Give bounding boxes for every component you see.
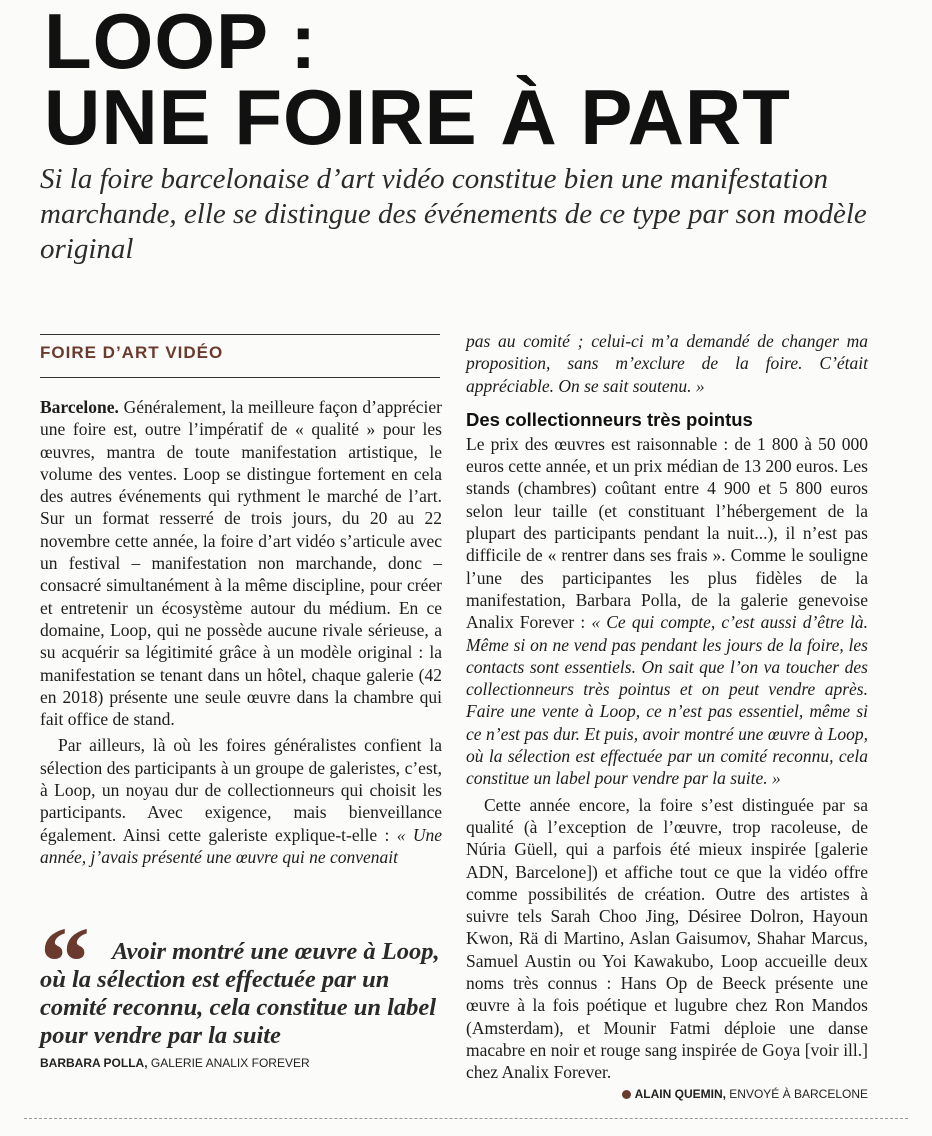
paragraph-1-text: Généralement, la meilleure façon d’apprécier une foire est, outre l’impératif de « qualité » pour les œuvres, mantra de toute manifestation artistique, le volume des ventes. Loop se distingue fortement en cela des autres événements qui rythment le marché de l’art. Sur un format resserré de trois jours, du 20 au 22 novembre cette année, la foire d’art vidéo s’articule avec un festival – manifestation non marchande, donc – consacré simultanément à la même discipline, pour créer et entretenir un écosystème autour du médium. En ce domaine, Loop, qui ne possède aucune rivale sérieuse, a su acquérir sa légitimité grâce à un modèle original : la manifestation se tenant dans un hôtel, chaque galerie (42 en 2018) présente une seule œuvre dans la chambre qui fait office de stand. bbox=[40, 397, 442, 730]
pull-quote-text: Avoir montré une œuvre à Loop, où la sélection est effectuée par un comité reconnu, cela constitue un label pour vendre par la suite bbox=[40, 938, 440, 1049]
pull-quote bbox=[40, 906, 450, 1070]
byline-location: ENVOYÉ À BARCELONE bbox=[725, 1087, 868, 1101]
paragraph-4: Cette année encore, la foire s’est distinguée par sa qualité (à l’exception de l’œuvre, trop racoleuse, de Núria Güell, qui a parfois été mieux inspirée [galerie ADN, Barcelone]) et affiche tout ce que la vidéo offre comme possibilités de création. Outre des artistes à suivre tels Sarah Choo Jing, Désiree Dolron, Hayoun Kwon, Rä di Martino, Aslan Gaisumov, Shahar Marcus, Samuel Austin ou Yoi Kawakubo, Loop accueille deux noms très connus : Hans Op de Beeck présente une œuvre à la fois poétique et lugubre chez Ron Mandos (Amsterdam), et Mounir Fatmi déploie une danse macabre en noir et rouge sang inspirée de Goya [voir ill.] chez Analix Forever. bbox=[466, 794, 868, 1083]
byline-author: ALAIN QUEMIN, bbox=[634, 1087, 726, 1101]
page-bottom-rule bbox=[24, 1118, 908, 1119]
paragraph-1 bbox=[40, 396, 442, 730]
rubric-top-rule bbox=[40, 334, 440, 335]
paragraph-3-text: Le prix des œuvres est raisonnable : de 1 800 à 50 000 euros cette année, et un prix médian de 13 200 euros. Les stands (chambres) coûtant entre 4 900 et 5 800 euros selon leur taille (et constituant l’hébergement de la plupart des participants pendant la nuit...), il n’est pas difficile de « rentrer dans ses frais ». Comme le souligne l’une des participantes les plus fidèles de la manifestation, Barbara Polla, de la galerie genevoise Analix Forever : bbox=[466, 433, 868, 633]
section-rubric: FOIRE D’ART VIDÉO bbox=[40, 343, 224, 362]
pull-quote-credit-gallery: GALERIE ANALIX FOREVER bbox=[147, 1056, 310, 1070]
pull-quote-credit-name: BARBARA POLLA, bbox=[40, 1056, 148, 1070]
quote-mark-icon: “ bbox=[40, 906, 90, 1017]
article-column-2 bbox=[466, 330, 868, 1084]
bullet-icon bbox=[622, 1090, 631, 1099]
continued-quote: pas au comité ; celui-ci m’a demandé de changer ma proposition, sans m’exclure de la foire. C’était appréciable. On se sait soutenu. » bbox=[466, 331, 868, 396]
subheading: Des collectionneurs très pointus bbox=[466, 408, 753, 430]
headline-line-1: LOOP : bbox=[44, 0, 318, 85]
paragraph-2-quote: « Une année, j’avais présenté une œuvre qui ne convenait bbox=[40, 824, 443, 867]
paragraph-3-quote: « Ce qui compte, c’est aussi d’être là. Même si on ne vend pas pendant les jours de la foire, les contacts sont essentiels. On sait que l’on va toucher des collectionneurs très pointus et on peut vendre après. Faire une vente à Loop, ce n’est pas essentiel, même si ce n’est pas dur. Et puis, avoir montré une œuvre à Loop, où la sélection est effectuée par un comité reconnu, cela constitue un label pour vendre par la suite. » bbox=[466, 612, 868, 789]
article-column-1 bbox=[40, 396, 442, 868]
dateline: Barcelone. bbox=[40, 397, 119, 417]
headline-line-2: UNE FOIRE À PART bbox=[44, 73, 791, 161]
paragraph-3 bbox=[466, 433, 868, 790]
paragraph-2 bbox=[40, 734, 442, 868]
rubric-bottom-rule bbox=[40, 377, 440, 378]
paragraph-2-text: Par ailleurs, là où les foires généralistes confient la sélection des participants à un groupe de galeristes, c’est, à Loop, un noyau dur de collectionneurs qui choisit les participants. Avec exigence, mais bienveillance également. Ainsi cette galeriste explique-t-elle : bbox=[40, 735, 442, 845]
byline bbox=[622, 1087, 868, 1101]
pull-quote-credit bbox=[40, 1056, 450, 1070]
standfirst: Si la foire barcelonaise d’art vidéo constitue bien une manifestation marchande, elle se distingue des événements de ce type par son modèle original bbox=[40, 163, 867, 265]
